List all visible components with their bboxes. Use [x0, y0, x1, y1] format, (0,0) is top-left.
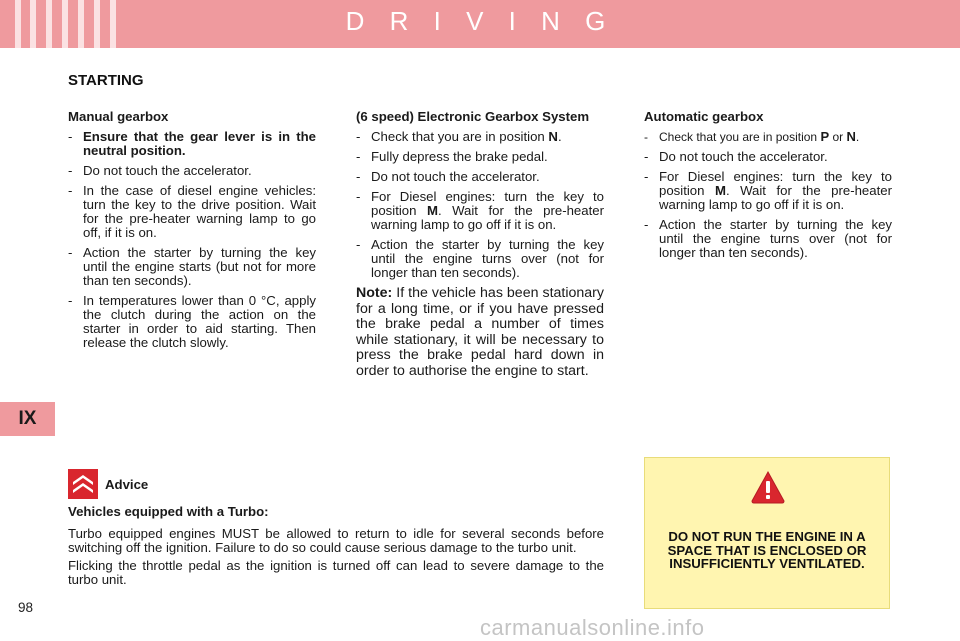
automatic-heading: Automatic gearbox [644, 109, 764, 124]
manual-steps [68, 130, 316, 350]
automatic-step-3-text: For Diesel engines: turn the key to position [659, 169, 892, 198]
manual-gearbox-column [68, 110, 316, 356]
list-item: - Action the starter by turning the key until the engine turns over (not for longer than ten seconds). [644, 217, 892, 260]
chapter-tab-label: IX [18, 408, 37, 429]
position-p: P [820, 129, 830, 144]
list-item: - For Diesel engines: turn the key to position M. Wait for the pre-heater warning lamp to go off if it is on. [356, 189, 604, 232]
section-title: STARTING [68, 72, 144, 89]
manual-heading: Manual gearbox [68, 109, 169, 124]
page-number: 98 [18, 600, 34, 615]
chapter-tab [0, 402, 55, 436]
note-label: Note: [356, 285, 393, 301]
chapter-title: D R I V I N G [345, 6, 615, 36]
position-m: M [714, 183, 726, 198]
electronic-step-3: Do not touch the accelerator. [371, 169, 540, 184]
page-header [0, 0, 960, 48]
electronic-step-2: Fully depress the brake pedal. [371, 149, 548, 164]
note-paragraph [356, 286, 604, 379]
turbo-paragraph-2: Flicking the throttle pedal as the ignition is turned off can lead to severe damage to the turbo unit. [68, 558, 604, 587]
electronic-step-1-text: Check that you are in position [371, 129, 549, 144]
warning-box [644, 457, 890, 609]
list-item: - Fully depress the brake pedal. [356, 149, 548, 164]
list-item: - Check that you are in position N. [356, 129, 562, 144]
list-item: - In the case of diesel engine vehicles: turn the key to the drive position. Wait for the pre-heater warning lamp to go off, if it is on. [68, 183, 316, 240]
electronic-step-4-rest: . Wait for the pre-heater warning lamp to go off if it is on. [371, 203, 604, 232]
electronic-step-4-text: For Diesel engines: turn the key to position [371, 189, 604, 218]
footer-watermark: carmanualsonline.info [480, 615, 705, 640]
note-text: If the vehicle has been stationary for a long time, or if you have pressed the brake pedal a number of times while stationary, it will be necessary to press the brake pedal hard down in order to authorise the engine to start. [356, 285, 604, 379]
list-item: - In temperatures lower than 0 °C, apply the clutch during the action on the starter in order to aid starting. Then release the clutch slowly. [68, 293, 316, 350]
turbo-heading: Vehicles equipped with a Turbo: [68, 504, 269, 519]
list-item: - Do not touch the accelerator. [356, 169, 540, 184]
list-item: - Action the starter by turning the key until the engine turns over (not for longer than ten seconds). [356, 237, 604, 280]
automatic-step-1-text: Check that you are in position [659, 130, 821, 144]
list-item: - Do not touch the accelerator. [644, 149, 828, 164]
list-item: - Action the starter by turning the key until the engine starts (but not for more than ten seconds). [68, 245, 316, 288]
punctuation: . [557, 129, 562, 144]
manual-step-1: Ensure that the gear lever is in the neutral position. [83, 129, 316, 158]
list-item: - Ensure that the gear lever is in the neutral position. [68, 129, 316, 158]
citroen-chevron-icon [68, 469, 98, 499]
automatic-step-2: Do not touch the accelerator. [659, 149, 828, 164]
position-n: N [846, 129, 856, 144]
manual-step-4: Action the starter by turning the key until the engine starts (but not for more than ten seconds). [83, 245, 316, 288]
position-n: N [548, 129, 558, 144]
turbo-advice [68, 505, 604, 591]
electronic-steps [356, 130, 604, 280]
warning-text: DO NOT RUN THE ENGINE IN A SPACE THAT IS ENCLOSED OR INSUFFICIENTLY VENTILATED. [667, 529, 867, 571]
list-item: - Do not touch the accelerator. [68, 163, 252, 178]
list-item: - Check that you are in position P or N. [644, 129, 860, 144]
or-text: or [829, 130, 847, 144]
automatic-steps [644, 130, 892, 260]
electronic-gearbox-column [356, 110, 604, 379]
punctuation: . [855, 130, 860, 144]
manual-step-2: Do not touch the accelerator. [83, 163, 252, 178]
warning-triangle-icon [750, 470, 786, 504]
electronic-step-5: Action the starter by turning the key until the engine turns over (not for longer than ten seconds). [371, 237, 604, 280]
automatic-step-4: Action the starter by turning the key until the engine turns over (not for longer than ten seconds). [659, 217, 892, 260]
electronic-heading: (6 speed) Electronic Gearbox System [356, 109, 590, 124]
manual-step-3: In the case of diesel engine vehicles: turn the key to the drive position. Wait for the pre-heater warning lamp to go off, if it is on. [83, 183, 316, 240]
turbo-paragraph-1: Turbo equipped engines MUST be allowed to return to idle for several seconds before switching off the ignition. Failure to do so could cause serious damage to the turbo unit. [68, 526, 604, 555]
advice-label: Advice [105, 477, 149, 492]
automatic-gearbox-column [644, 110, 892, 266]
list-item: - For Diesel engines: turn the key to position M. Wait for the pre-heater warning lamp to go off if it is on. [644, 169, 892, 212]
position-m: M [426, 203, 438, 218]
automatic-step-3-rest: . Wait for the pre-heater warning lamp to go off if it is on. [659, 183, 892, 212]
manual-step-5: In temperatures lower than 0 °C, apply the clutch during the action on the starter in order to aid starting. Then release the clutch slowly. [83, 293, 316, 350]
